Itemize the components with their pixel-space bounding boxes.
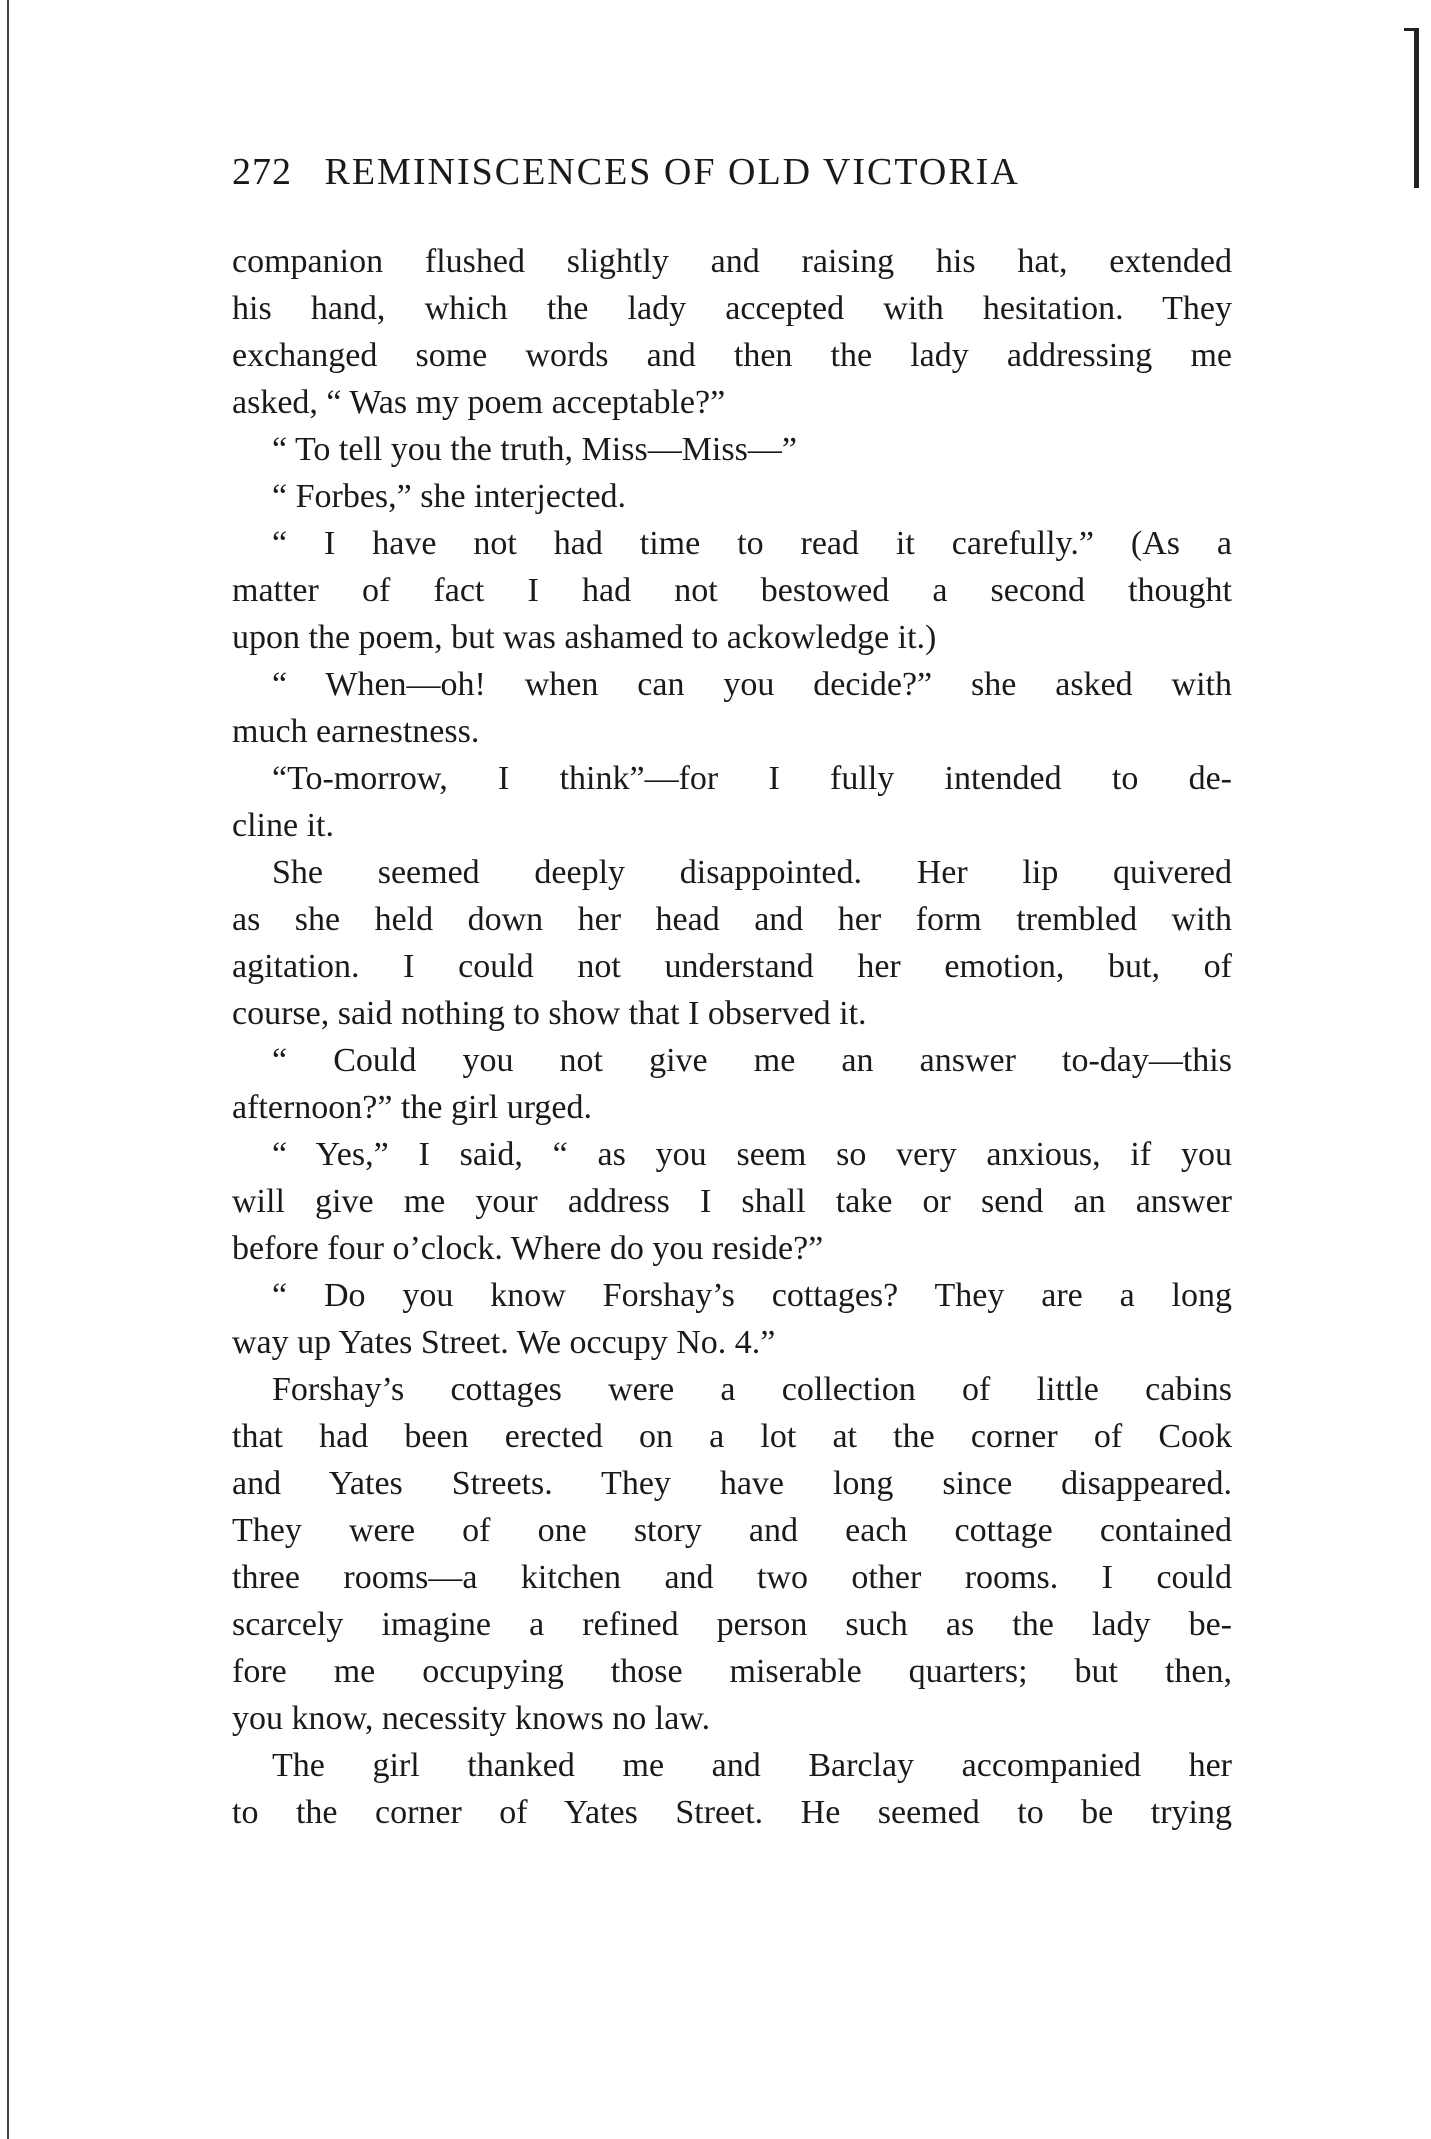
text-line: “ To tell you the truth, Miss—Miss—” bbox=[272, 431, 797, 468]
text-line: matter of fact I had not bestowed a second thought bbox=[232, 572, 1232, 609]
text-line: his hand, which the lady accepted with hesitation. They bbox=[232, 290, 1232, 327]
page-header bbox=[232, 150, 1192, 200]
text-line: afternoon?” the girl urged. bbox=[232, 1089, 593, 1126]
text-line: cline it. bbox=[232, 807, 334, 844]
text-line: as she held down her head and her form trembled with bbox=[232, 901, 1232, 938]
text-line: and Yates Streets. They have long since disappeared. bbox=[232, 1465, 1232, 1502]
text-line: way up Yates Street. We occupy No. 4.” bbox=[232, 1324, 776, 1361]
text-line: agitation. I could not understand her emotion, but, of bbox=[232, 948, 1232, 985]
page-number: 272 bbox=[232, 151, 292, 193]
text-line: fore me occupying those miserable quarters; but then, bbox=[232, 1653, 1232, 1690]
text-line: course, said nothing to show that I observed it. bbox=[232, 995, 867, 1032]
text-line: companion flushed slightly and raising his hat, extended bbox=[232, 243, 1232, 280]
text-line: Forshay’s cottages were a collection of little cabins bbox=[272, 1371, 1232, 1408]
body-text bbox=[232, 238, 1232, 1836]
text-line: “ Do you know Forshay’s cottages? They are a long bbox=[272, 1277, 1232, 1314]
text-line: “ Forbes,” she interjected. bbox=[272, 478, 627, 515]
text-line: She seemed deeply disappointed. Her lip quivered bbox=[272, 854, 1232, 891]
text-line: three rooms—a kitchen and two other rooms. I could bbox=[232, 1559, 1232, 1596]
text-line: upon the poem, but was ashamed to ackowledge it.) bbox=[232, 619, 937, 656]
text-line: will give me your address I shall take or send an answer bbox=[232, 1183, 1232, 1220]
text-line: “ Could you not give me an answer to-day—this bbox=[272, 1042, 1232, 1079]
text-line: to the corner of Yates Street. He seemed to be trying bbox=[232, 1794, 1232, 1831]
text-line: “To-morrow, I think”—for I fully intended to de- bbox=[272, 760, 1232, 797]
text-line: “ Yes,” I said, “ as you seem so very anxious, if you bbox=[272, 1136, 1232, 1173]
text-line: asked, “ Was my poem acceptable?” bbox=[232, 384, 726, 421]
scan-edge-left bbox=[7, 0, 9, 2139]
running-title: REMINISCENCES OF OLD VICTORIA bbox=[324, 151, 1020, 193]
text-line: The girl thanked me and Barclay accompanied her bbox=[272, 1747, 1232, 1784]
text-line: scarcely imagine a refined person such as the lady be- bbox=[232, 1606, 1232, 1643]
text-line: that had been erected on a lot at the corner of Cook bbox=[232, 1418, 1232, 1455]
text-line: before four o’clock. Where do you reside?” bbox=[232, 1230, 824, 1267]
text-line: exchanged some words and then the lady addressing me bbox=[232, 337, 1232, 374]
text-line: “ I have not had time to read it carefully.” (As a bbox=[272, 525, 1232, 562]
text-line: They were of one story and each cottage contained bbox=[232, 1512, 1232, 1549]
text-line: “ When—oh! when can you decide?” she asked with bbox=[272, 666, 1232, 703]
text-line: much earnestness. bbox=[232, 713, 480, 750]
scan-edge-right bbox=[1414, 28, 1419, 188]
text-line: you know, necessity knows no law. bbox=[232, 1700, 711, 1737]
